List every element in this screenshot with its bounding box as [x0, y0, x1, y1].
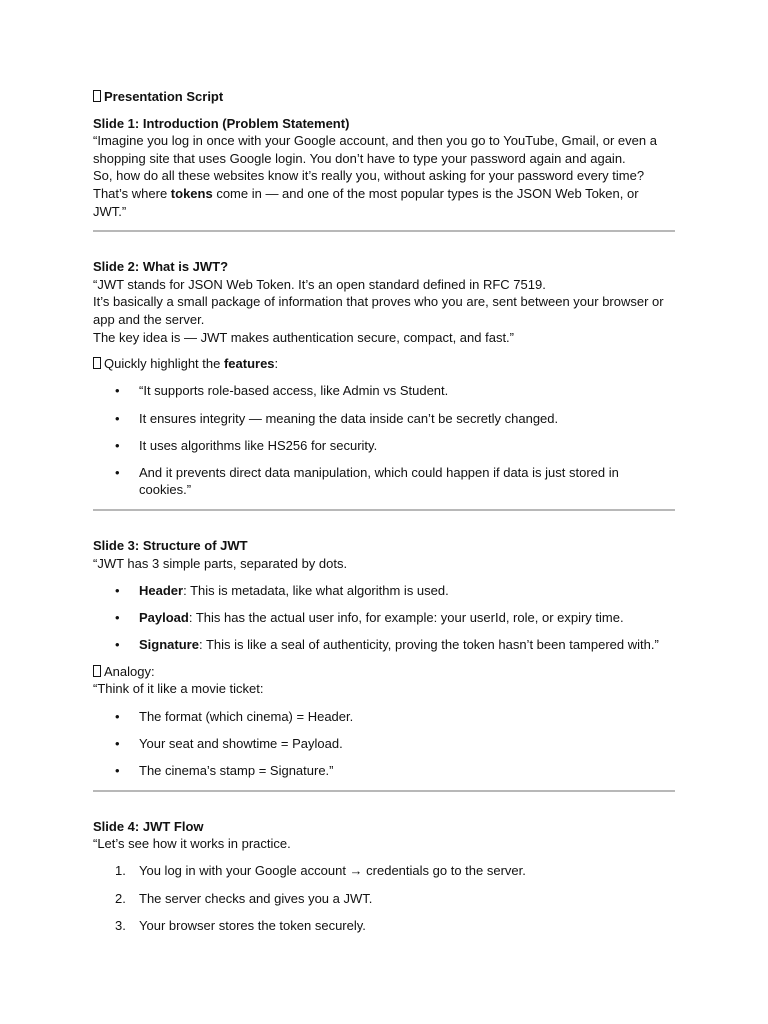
slide1-line: That’s where tokens come in — and one of the most popular types is the JSON Web Token, or JWT.”	[93, 185, 639, 219]
bullet-icon: •	[115, 464, 120, 480]
slide1-line: “Imagine you log in once with your Google account, and then you go to YouTube, Gmail, or even a	[93, 133, 657, 149]
missing-glyph-icon	[93, 665, 101, 677]
bullet-icon: •	[115, 582, 120, 598]
bullet-icon: •	[115, 410, 120, 426]
list-item: 2. The server checks and gives you a JWT.	[115, 890, 373, 906]
divider	[93, 230, 675, 232]
list-item: • The format (which cinema) = Header.	[115, 708, 354, 724]
slide2-line: app and the server.	[93, 311, 205, 327]
slide3-heading: Slide 3: Structure of JWT	[93, 538, 248, 554]
bullet-icon: •	[115, 708, 120, 724]
list-item: 1. You log in with your Google account → credentials go to the server.	[115, 863, 526, 879]
slide4-intro: “Let’s see how it works in practice.	[93, 836, 291, 852]
missing-glyph-icon	[93, 90, 101, 102]
analogy-label: Analogy:	[93, 663, 675, 681]
bullet-icon: •	[115, 637, 120, 653]
list-item: • And it prevents direct data manipulation, which could happen if data is just stored in cookies.”	[115, 464, 619, 498]
slide1-line: shopping site that uses Google login. You don’t have to type your password again and again.	[93, 150, 626, 166]
bullet-icon: •	[115, 762, 120, 778]
bullet-icon: •	[115, 437, 120, 453]
flow-steps	[93, 862, 675, 934]
analogy-intro: “Think of it like a movie ticket:	[93, 681, 264, 697]
missing-glyph-icon	[93, 357, 101, 369]
document-content	[93, 88, 675, 934]
slide2-line: The key idea is — JWT makes authentication secure, compact, and fast.”	[93, 329, 515, 345]
slide2-line: It’s basically a small package of information that proves who you are, sent between your browser or	[93, 294, 664, 310]
list-item: 3. Your browser stores the token securely.	[115, 917, 366, 933]
list-item: • It uses algorithms like HS256 for security.	[115, 437, 378, 453]
list-item: • “It supports role-based access, like Admin vs Student.	[115, 383, 449, 399]
features-list	[93, 382, 675, 499]
list-item: • Payload: This has the actual user info, for example: your userId, role, or expiry time.	[115, 610, 624, 626]
document-title: Presentation Script	[93, 88, 675, 106]
slide2-line: “JWT stands for JSON Web Token. It’s an open standard defined in RFC 7519.	[93, 276, 546, 292]
slide2-heading: Slide 2: What is JWT?	[93, 259, 229, 275]
slide2-highlight: Quickly highlight the features:	[93, 355, 675, 373]
slide4-heading: Slide 4: JWT Flow	[93, 818, 204, 834]
list-item: • The cinema’s stamp = Signature.”	[115, 762, 334, 778]
list-item: • It ensures integrity — meaning the data inside can’t be secretly changed.	[115, 410, 559, 426]
bullet-icon: •	[115, 383, 120, 399]
divider	[93, 790, 675, 792]
parts-list	[93, 582, 675, 654]
analogy-list	[93, 708, 675, 780]
divider	[93, 509, 675, 511]
slide3-intro: “JWT has 3 simple parts, separated by dots.	[93, 555, 348, 571]
bullet-icon: •	[115, 735, 120, 751]
list-item: • Header: This is metadata, like what algorithm is used.	[115, 582, 449, 598]
slide1-heading: Slide 1: Introduction (Problem Statement)	[93, 115, 350, 131]
list-item: • Your seat and showtime = Payload.	[115, 735, 343, 751]
slide1-line: So, how do all these websites know it’s really you, without asking for your password every time?	[93, 168, 645, 184]
bullet-icon: •	[115, 610, 120, 626]
list-item: • Signature: This is like a seal of authenticity, proving the token hasn’t been tampered with.”	[115, 637, 659, 653]
